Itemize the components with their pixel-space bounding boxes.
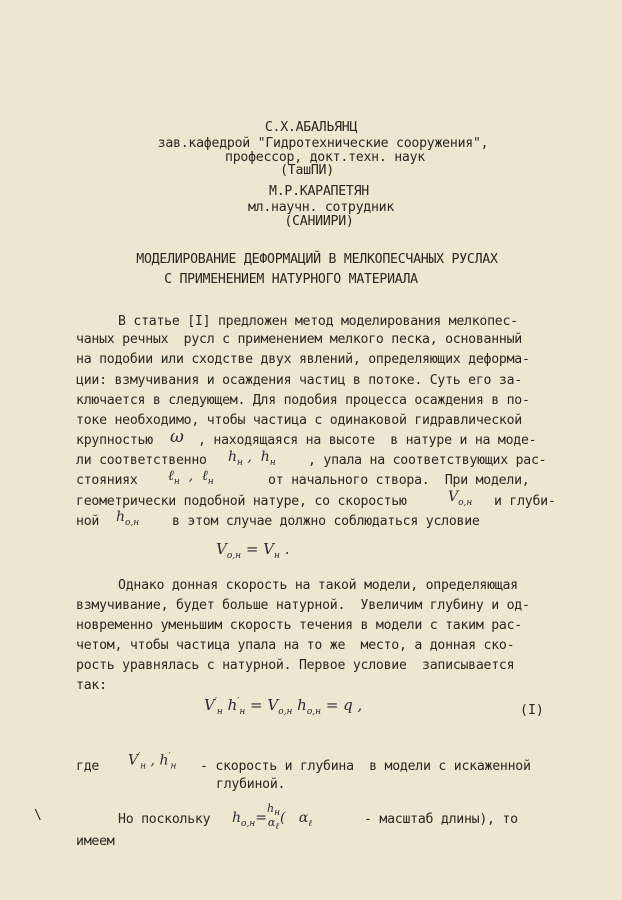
- body-line: крупностью: [76, 433, 153, 448]
- body-line: , упала на соответствующих рас-: [308, 453, 547, 468]
- body-line: новременно уменьшим скорость течения в модели с таким рас-: [76, 618, 522, 633]
- body-line: и глуби-: [494, 494, 556, 509]
- body-line: , находящаяся на высоте в натуре и на моде-: [198, 433, 537, 448]
- body-line: в этом случае должно соблюдаться условие: [172, 514, 480, 529]
- body-line: В статье [I] предложен метод моделирования мелкопес-: [118, 314, 518, 329]
- body-line: ной: [76, 514, 100, 529]
- author-1-degree: профессор, докт.техн. наук: [225, 150, 425, 165]
- formula-h-n: $h_н$ , $h_н$: [228, 449, 276, 468]
- equation-1: $V'_н$ $h'_н = V_{o,н}$ $h_{o,н} = q$ ,: [204, 696, 363, 717]
- equation-v0n-equals-vn: $V_{o,н} = V_н$ .: [216, 540, 290, 561]
- body-line: взмучивание, будет больше натурной. Увеличим глубину и од-: [76, 598, 530, 613]
- body-line: ключается в следующем. Для подобия процесса осаждения в по-: [76, 393, 530, 408]
- author-1-org: (ТашПИ): [280, 163, 334, 178]
- body-line: глубиной.: [216, 777, 286, 792]
- body-line: - масштаб длины), то: [364, 812, 518, 827]
- author-2-org: (САНИИРИ): [284, 214, 354, 229]
- author-2-position: мл.научн. сотрудник: [247, 200, 395, 215]
- body-line: ции: взмучивания и осаждения частиц в потоке. Суть его за-: [76, 373, 522, 388]
- article-title-line1: МОДЕЛИРОВАНИЕ ДЕФОРМАЦИЙ В МЕЛКОПЕСЧАНЫХ РУСЛАХ: [136, 252, 498, 267]
- body-line: геометрически подобной натуре, со скоростью: [76, 494, 407, 509]
- body-line: так:: [76, 678, 107, 693]
- formula-h0n-ratio: $h_{o,н}=h_н$ $\alpha_\ell$( $\alpha_\ell$: [232, 802, 313, 833]
- formula-v-h-prime: $V'_н$ , $h'_н$: [128, 752, 177, 772]
- body-line: Однако донная скорость на такой модели, определяющая: [118, 578, 518, 593]
- author-1-position: зав.кафедрой "Гидротехнические сооружения",: [157, 136, 489, 151]
- formula-v0-n: $V_{o,н}$: [448, 489, 473, 508]
- body-line: стояниях: [76, 473, 138, 488]
- body-line: где: [76, 759, 100, 774]
- body-line: Но поскольку: [118, 812, 211, 827]
- margin-mark: \: [34, 808, 42, 823]
- body-line: от начального створа. При модели,: [268, 473, 530, 488]
- body-line: чаных речных русл с применением мелкого песка, основанный: [76, 332, 522, 347]
- body-line: токе необходимо, чтобы частица с одинаковой гидравлической: [76, 413, 522, 428]
- equation-number: (I): [520, 703, 544, 718]
- omega-symbol: ω: [170, 427, 184, 447]
- body-line: рость уравнялась с натурной. Первое условие записывается: [76, 658, 515, 673]
- formula-l-n: ℓ$_н$ , ℓ$_н$: [168, 468, 214, 487]
- author-2-name: М.Р.КАРАПЕТЯН: [269, 184, 369, 199]
- article-title-line2: С ПРИМЕНЕНИЕМ НАТУРНОГО МАТЕРИАЛА: [164, 272, 418, 287]
- body-line: на подобии или сходстве двух явлений, определяющих деформа-: [76, 352, 530, 367]
- formula-h0-n: $h_{o,н}$: [116, 509, 140, 528]
- body-line: - скорость и глубина в модели с искаженной: [200, 759, 531, 774]
- author-1-name: С.Х.АБАЛЬЯНЦ: [264, 120, 358, 135]
- body-line: четом, чтобы частица упала на то же место, а донная ско-: [76, 638, 515, 653]
- body-line: ли соответственно: [76, 453, 207, 468]
- body-line: имеем: [76, 834, 115, 849]
